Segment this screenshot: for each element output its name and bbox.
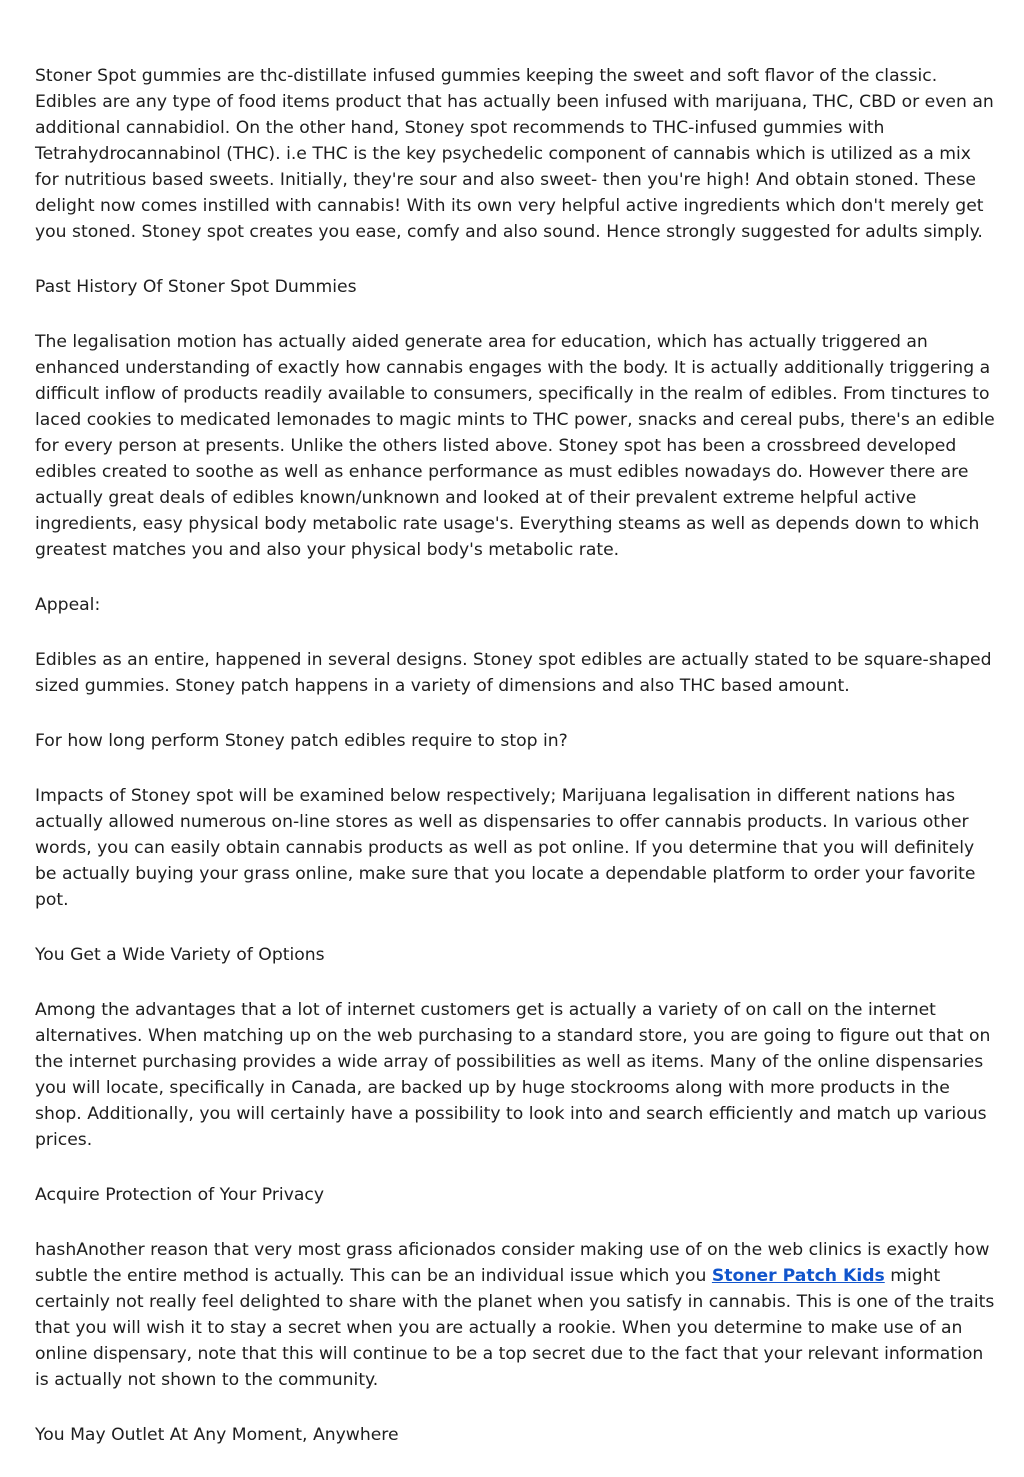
paragraph-advantages: Among the advantages that a lot of internet customers get is actually a variety of on call on the internet alternatives. When matching up on the web purchasing to a standard store, you are going to figure out that on the internet purchasing provides a wide array of possibilities as well as items. Many of the online dispensaries you will locate, specifically in Canada, are backed up by huge stockrooms along with more products in the shop. Additionally, you will certainly have a possibility to look into and search efficiently and match up various prices. (35, 1000, 991, 1150)
stoner-patch-kids-link[interactable]: Stoner Patch Kids (711, 1266, 885, 1286)
heading-wide-variety: You Get a Wide Variety of Options (35, 945, 325, 965)
paragraph-privacy-after: might certainly not really feel delighted to share with the planet when you satisfy in cannabis. This is one of the traits that you will wish it to stay a secret when you are actually a rookie. When you determine to make use of an online dispensary, note that this will continue to be a top secret due to the fact that your relevant information is actually not shown to the community. (35, 1266, 995, 1390)
heading-how-long: For how long perform Stoney patch edibles require to stop in? (35, 731, 568, 751)
paragraph-intro: Stoner Spot gummies are thc-distillate infused gummies keeping the sweet and soft flavor of the classic. Edibles are any type of food items product that has actually been infused with marijuana, THC, CBD or even an additional cannabidiol. On the other hand, Stoney spot recommends to THC-infused gummies with Tetrahydrocannabinol (THC). i.e THC is the key psychedelic component of cannabis which is utilized as a mix for nutritious based sweets. Initially, they're sour and also sweet- then you're high! And obtain stoned. These delight now comes instilled with cannabis! With its own very helpful active ingredients which don't merely get you stoned. Stoney spot creates you ease, comfy and also sound. Hence strongly suggested for adults simply. (35, 66, 994, 242)
paragraph-impacts: Impacts of Stoney spot will be examined below respectively; Marijuana legalisation in different nations has actually allowed numerous on-line stores as well as dispensaries to offer cannabis products. In various other words, you can easily obtain cannabis products as well as pot online. If you determine that you will definitely be actually buying your grass online, make sure that you locate a dependable platform to order your favorite pot. (35, 786, 976, 910)
document-page (35, 63, 995, 1477)
paragraph-legalisation: The legalisation motion has actually aided generate area for education, which has actually triggered an enhanced understanding of exactly how cannabis engages with the body. It is actually additionally triggering a difficult inflow of products readily available to consumers, specifically in the realm of edibles. From tinctures to laced cookies to medicated lemonades to magic mints to THC power, snacks and cereal pubs, there's an edible for every person at presents. Unlike the others listed above. Stoney spot has been a crossbreed developed edibles created to soothe as well as enhance performance as must edibles nowadays do. However there are actually great deals of edibles known/unknown and looked at of their prevalent extreme helpful active ingredients, easy physical body metabolic rate usage's. Everything steams as well as depends down to which greatest matches you and also your physical body's metabolic rate. (35, 332, 995, 560)
paragraph-privacy (35, 1237, 995, 1393)
paragraph-privacy-before: hashAnother reason that very most grass aficionados consider making use of on the web clinics is exactly how subtle the entire method is actually. This can be an individual issue which you (35, 1240, 990, 1286)
paragraph-edibles-designs: Edibles as an entire, happened in several designs. Stoney spot edibles are actually stated to be square-shaped sized gummies. Stoney patch happens in a variety of dimensions and also THC based amount. (35, 650, 992, 696)
heading-appeal: Appeal: (35, 595, 101, 615)
heading-shop-anytime: You May Outlet At Any Moment, Anywhere (35, 1425, 399, 1445)
heading-privacy: Acquire Protection of Your Privacy (35, 1185, 325, 1205)
heading-past-history: Past History Of Stoner Spot Dummies (35, 277, 357, 297)
